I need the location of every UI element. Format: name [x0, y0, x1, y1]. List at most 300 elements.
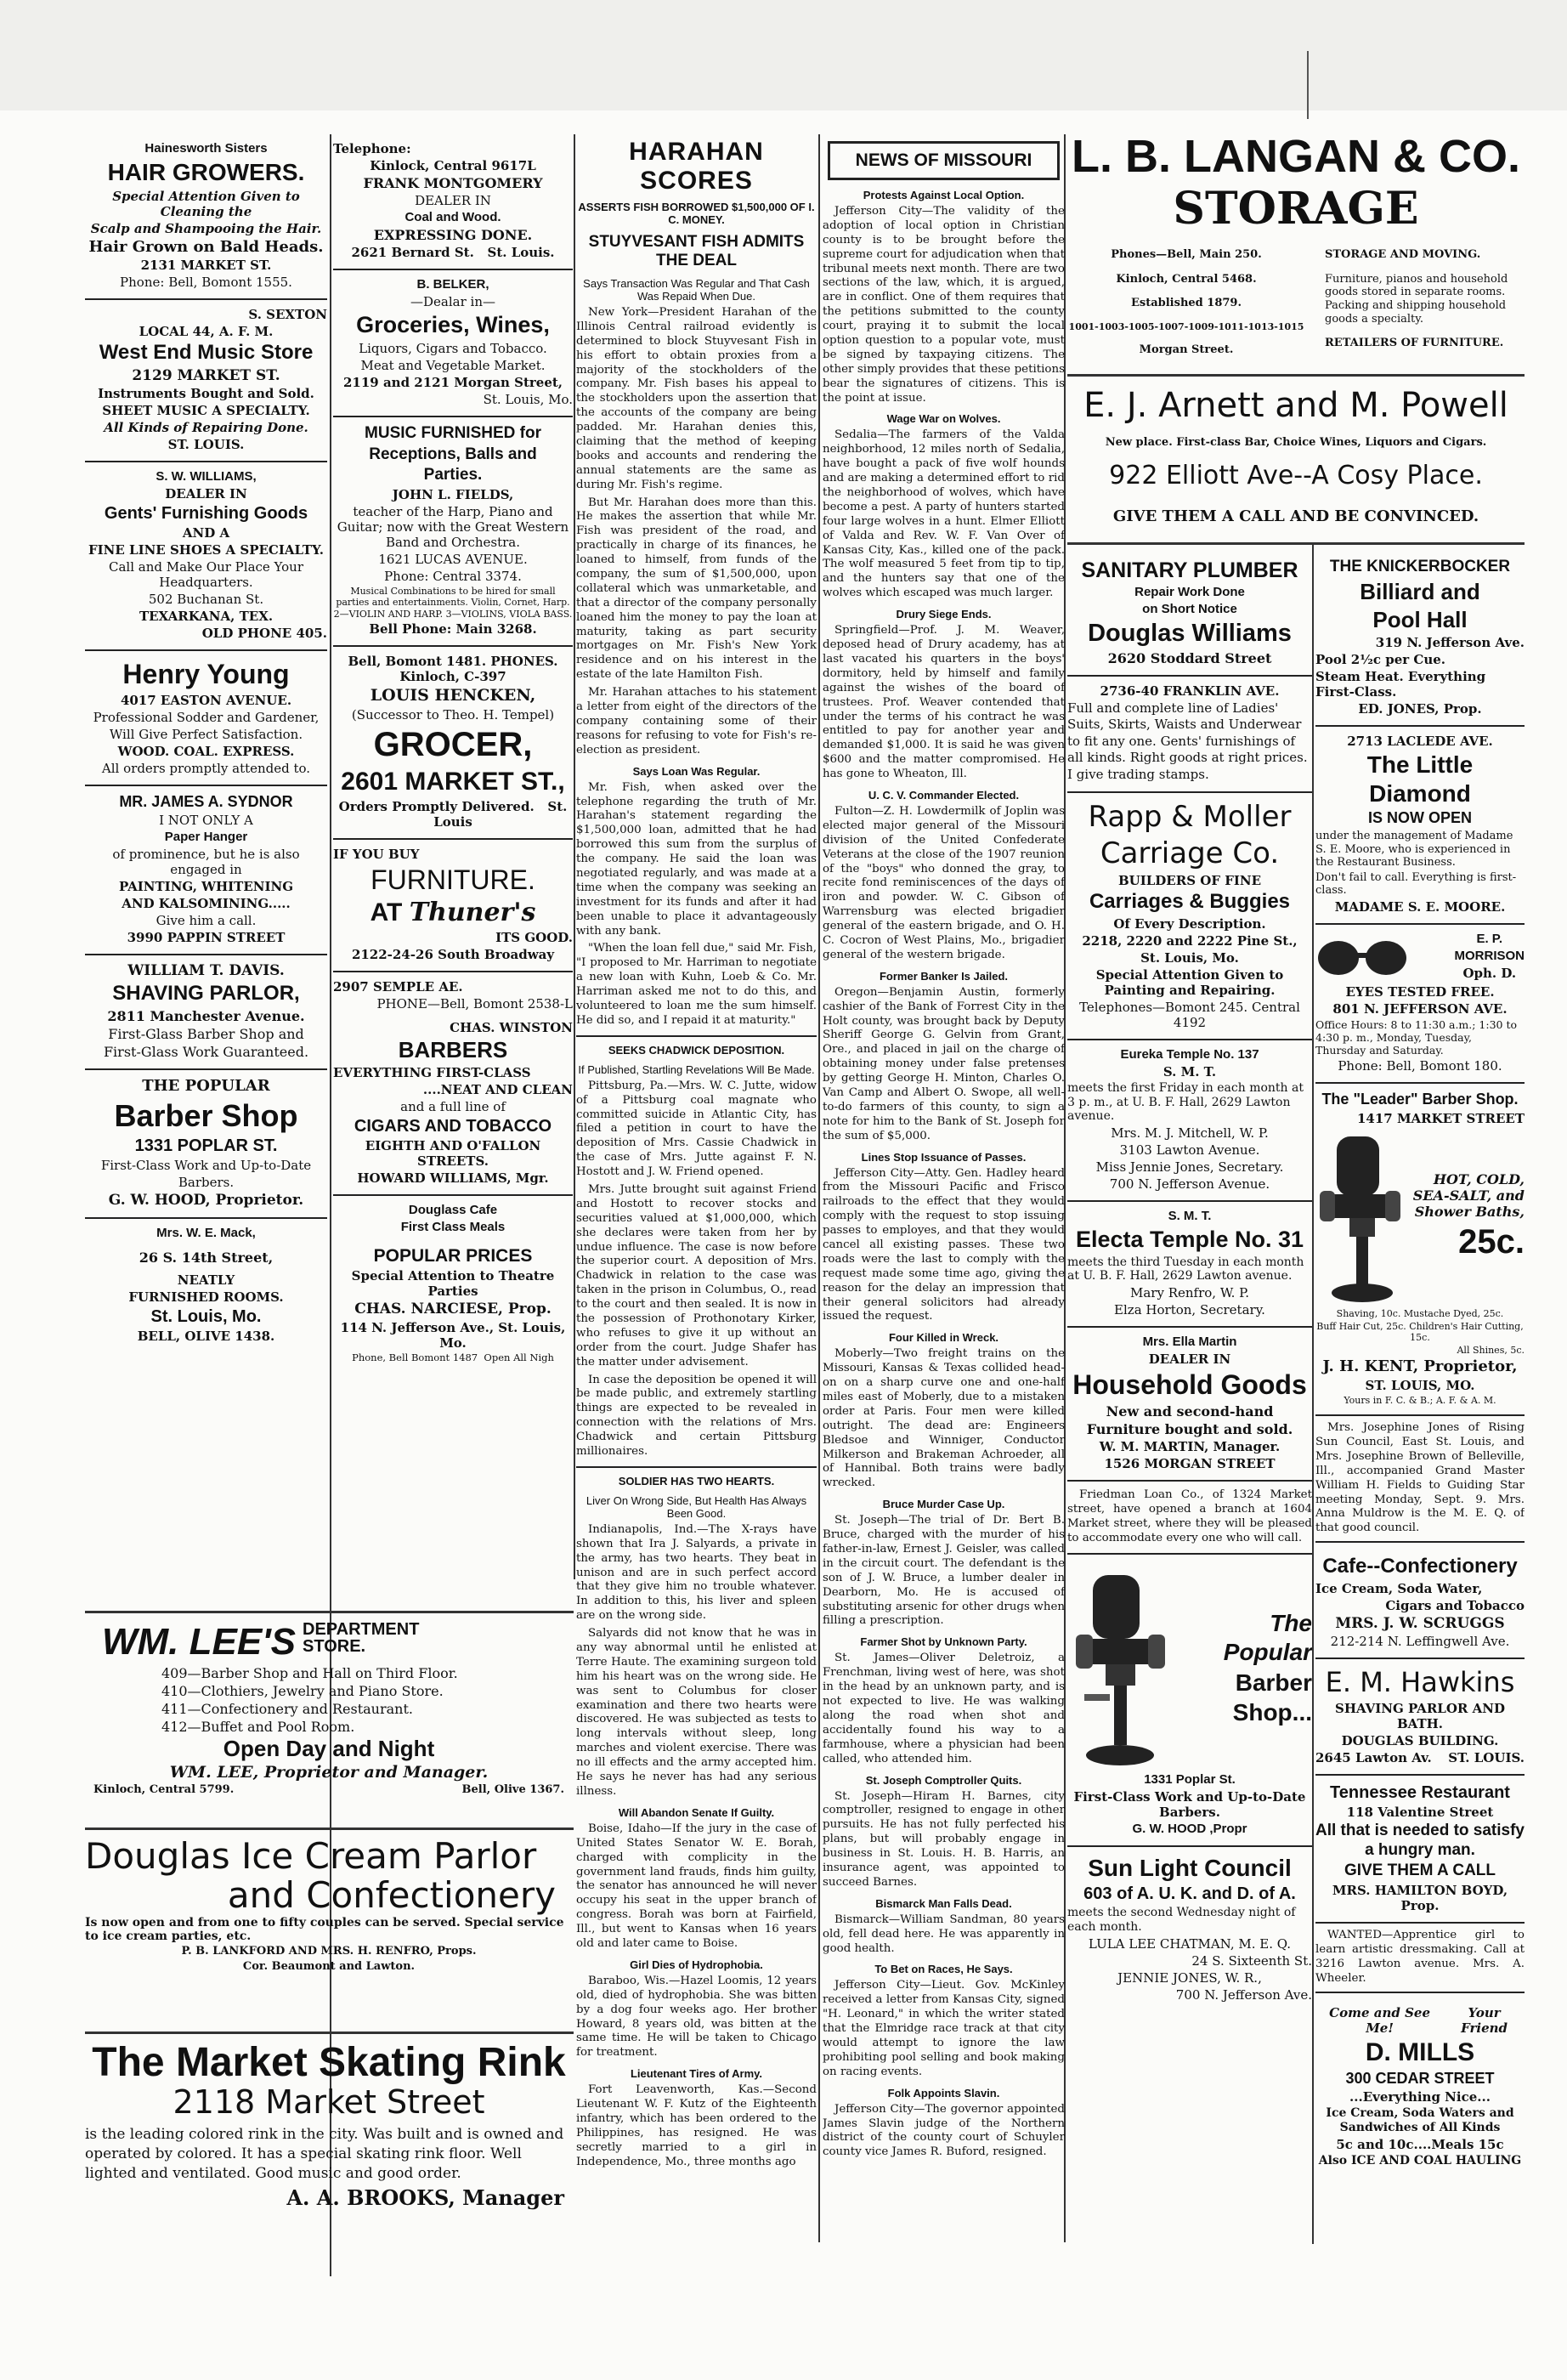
ad-line: Professional Sodder and Gardener, [93, 709, 320, 725]
ad-line: All orders promptly attended to. [101, 760, 311, 776]
ad-address: 4017 EASTON AVENUE. [120, 692, 292, 708]
ad-trade: STORAGE [1173, 182, 1419, 235]
ad-line: FINE LINE SHOES A SPECIALTY. [88, 542, 324, 558]
ad-line: Scalp and Shampooing the Hair. [90, 220, 322, 236]
ad-line: meets the second Wednesday night of each month. [1067, 1906, 1296, 1934]
ad-line: DEPARTMENT STORE. [303, 1620, 420, 1656]
ad-line: 412—Buffet and Pool Room. [161, 1719, 355, 1735]
ad-trade: Paper Hanger [164, 830, 248, 845]
ad-address: Morgan Street. [1139, 343, 1234, 357]
ad-phone: BELL, OLIVE 1438. [137, 1329, 275, 1345]
ad-line: FURNISHED ROOMS. [128, 1289, 284, 1306]
ad-line: Is now open and from one to fifty couples can be served. Special service to ice cream parties, etc. [85, 1916, 564, 1944]
ad-ice-cream-parlor [85, 1836, 573, 1975]
ad-phone: Telephones—Bomont 245. Central 4192 [1079, 999, 1300, 1030]
ad-cafe-confectionery [1315, 1548, 1525, 1659]
article-paragraph: Salyards did not know that he was in any way abnormal until he enlisted at Terre Haute. The examining surgeon told him his heart was on the wrong side. He was sent to Columbus for closer examination and there two hearts were discovered. He was subjected as tests to long intervals without sleep, long marches and violent exercise. There was no ill effects and the army accepted him. He says he never has had any serious illness. [576, 1627, 817, 1798]
article-subhead: To Bet on Races, He Says. [874, 1963, 1013, 1976]
ad-line: 24 S. Sixteenth St. [1191, 1952, 1312, 1969]
ad-line: New place. First-class Bar, Choice Wines, Liquors and Cigars. [1105, 436, 1487, 449]
article-paragraph: St. Joseph—The trial of Dr. Bert B. Bruce, charged with the murder of his father-in-law, Ernest J. Geisler, was called in the circuit court. The defendant is the son of J. W. Bruce, a lumber dealer in Dearborn, Mo. He is accused of substituting arsenic for other drugs when filling a prescription. [823, 1514, 1065, 1628]
ad-trade: CIGARS AND TOBACCO [354, 1117, 552, 1136]
article-subhead: St. Joseph Comptroller Quits. [865, 1773, 1022, 1787]
ad-line: IF YOU BUY [333, 846, 420, 862]
article-subhead: Four Killed in Wreck. [888, 1331, 999, 1345]
ad-line: Special Attention Given to Painting and Repairing. [1095, 966, 1284, 998]
article-subhead: Farmer Shot by Unknown Party. [860, 1635, 1027, 1649]
ad-line: JENNIE JONES, W. R., [1117, 1969, 1262, 1986]
ad-line: Your Friend [1461, 2004, 1508, 2036]
ad-line: NEATLY [177, 1272, 235, 1289]
ad-address: 2907 SEMPLE AE. [333, 978, 463, 994]
ad-address: 1526 MORGAN STREET [1104, 1456, 1276, 1472]
ad-title: FRANK MONTGOMERY [363, 175, 543, 191]
ad-popular-barber [85, 1070, 327, 1219]
ad-line: ...Everything Nice... [1349, 2089, 1491, 2105]
ad-proprietor: W. M. MARTIN, Manager. [1099, 1439, 1281, 1455]
ad-title: WM. LEE'S [102, 1621, 297, 1663]
article-paragraph: Mr. Fish, when asked over the telephone regarding the truth of Mr. Harahan's statement regarding the $1,500,000 loan, admitted that he had borrowed this sum from the surplus of the company. He said the loan was negotiated regularly, and was made at a time when the company was seeking an investment for its funds and after it had been unable to place it advantageously with any bank. [576, 780, 817, 938]
ad-title: THE KNICKERBOCKER [1329, 558, 1511, 575]
ad-line: Oph. D. [1462, 965, 1517, 981]
ad-morrison-row [1315, 930, 1525, 983]
article-paragraph: Mr. Harahan attaches to his statement a letter from eight of the directors of the company containing some of their reasons for refusing to vote for Fish's re-election as president. [576, 686, 817, 756]
ad-line: 603 of A. U. K. and D. of A. [1083, 1884, 1296, 1904]
article-paragraph: St. James—Oliver Deletroiz, a Frenchman, living west of here, was shot in the head by an unknown party, and is not expected to live. He was walking along the road when shot and accidentally found his way to a farmhouse, where a physician had been called, who attended him. [823, 1652, 1065, 1765]
column-2 [333, 134, 573, 1613]
ad-line: (Successor to Theo. H. Tempel) [351, 706, 555, 722]
notice-wanted: WANTED—Apprentice girl to learn artistic dressmaking. Call at 3216 Lawton avenue. Mrs. A. Wheeler. [1315, 1929, 1525, 1993]
ad-address: 2811 Manchester Avenue. [107, 1007, 305, 1024]
ad-proprietor: CHAS. WINSTON [450, 1019, 573, 1035]
ad-trade: Household Goods [1072, 1369, 1307, 1401]
article-paragraph: New York—President Harahan of the Illinois Central railroad evidently is determined to block Stuyvesant Fish in his effort to obtain proxies from a majority of the stockholders of the company. Mr. Fish bases his appeal to the stockholders upon the assertion that the accounts of the company are being padded. Mr. Harahan denies this, claiming that the method of keeping books and accounts and rendering the annual statements are the same as during Mr. Fish's regime. [576, 306, 817, 491]
ad-popular-barber-2-text [1178, 1607, 1312, 1728]
ad-proprietor: J. H. KENT, Proprietor, [1322, 1357, 1518, 1376]
ad-proprietor: P. B. LANKFORD AND MRS. H. RENFRO, Props. [181, 1945, 477, 1958]
column-6 [1315, 551, 1525, 2251]
ad-trade: HAIR GROWERS. [107, 159, 305, 185]
ad-title: MORRISON [1454, 948, 1525, 963]
ad-line: First-Class Work and Up-to-Date [100, 1157, 312, 1173]
ad-west-end-music [85, 300, 327, 462]
ad-line: ST. LOUIS. [167, 437, 245, 453]
ad-line: 411—Confectionery and Restaurant. [161, 1701, 413, 1717]
ad-line: is the leading colored rink in the city. Was built and is owned and operated by colored. It has a special skating rink floor. Well lighted and ventilated. Good music and good order. [85, 2126, 564, 2183]
ad-line: 700 N. Jefferson Ave. [1175, 1986, 1312, 2003]
ad-name-row [333, 898, 573, 928]
article-paragraph: Jefferson City—Atty. Gen. Hadley heard from the Missouri Pacific and Frisco railroads to the effect that they would comply with the request to stop issuing passes to employes, and that they would cancel all existing passes. These two roads were the last to comply with the request made some time ago, giving the reason for the delay an impression that their general solicitors had already issued the request. [823, 1166, 1065, 1323]
ad-address: 2118 Market Street [173, 2083, 485, 2122]
ad-line: meets the first Friday in each month at 3 p. m., at U. B. F. Hall, 2629 Lawton avenue. [1067, 1080, 1304, 1124]
ad-line: Furniture bought and sold. [1086, 1420, 1293, 1437]
ad-langan-left [1067, 237, 1305, 368]
ad-phone: Bell, Bomont 1481. PHONES. Kinloch, C-397 [348, 653, 558, 684]
ad-morrison-name [1455, 930, 1525, 983]
ad-line: Musical Combinations to be hired for small parties and entertainments. Violin, Cornet, Harp. 2—VIOLIN AND HARP. 3—VIOLINS, VIOLA BASS. [333, 586, 573, 620]
ad-mack [85, 1219, 327, 1352]
ad-line: Come and See Me! [1329, 2004, 1430, 2036]
ad-thuner [333, 840, 573, 972]
ad-city: St. Louis [433, 798, 568, 830]
ad-phone-row [85, 1783, 573, 1797]
ad-sun-light-council [1067, 1847, 1312, 2011]
ad-line: All Shines, 5c. [1457, 1345, 1525, 1357]
ad-line: 5c and 10c....Meals 15c [1336, 2136, 1504, 2152]
article-subhead: Wage War on Wolves. [886, 412, 1001, 426]
article-subhead: Will Abandon Senate If Guilty. [618, 1805, 775, 1819]
ad-leader-text [1409, 1170, 1525, 1265]
ad-rule [1067, 542, 1525, 545]
ad-line: WOOD. COAL. EXPRESS. [117, 743, 295, 759]
ad-title: The Market Skating Rink [92, 2040, 566, 2085]
ad-city: St. Louis, Mo. [1140, 949, 1239, 966]
ad-line: GIVE THEM A CALL AND BE CONVINCED. [1112, 507, 1479, 525]
ad-line: Yours in F. C. & B.; A. F. & A. M. [1344, 1394, 1496, 1406]
ad-line: SHEET MUSIC A SPECIALTY. [102, 403, 310, 419]
ad-line: Telephone: [333, 141, 411, 156]
ad-line: Steam Heat. Everything First-Class. [1315, 669, 1486, 700]
ad-henry-young [85, 651, 327, 785]
ad-skating-rink [85, 2040, 573, 2212]
ad-line: DOUGLAS BUILDING. [1341, 1732, 1499, 1748]
ad-phone: OLD PHONE 405. [201, 626, 327, 642]
ad-title: Sun Light Council [1088, 1854, 1292, 1881]
ad-title: Tennessee Restaurant [1330, 1782, 1510, 1802]
article-paragraph: "When the loan fell due," said Mr. Fish, "I proposed to Mr. Harriman to negotiate a new loan with Kuhn, Loeb & Co. Mr. Harriman asked me not to do this, and volunteered to loan me the sum himself. He did so, and I repaid it at maturity." [576, 942, 817, 1027]
ad-proprietor: A. A. BROOKS, Manager [286, 2185, 564, 2211]
ad-title: BARBERS [398, 1036, 508, 1062]
ad-address: 2218, 2220 and 2222 Pine St., [1082, 932, 1298, 949]
ad-line: and a full line of [400, 1099, 506, 1115]
ad-title: The Popular [1223, 1610, 1312, 1665]
ad-tennessee-restaurant [1315, 1776, 1525, 1924]
ad-address-row [1315, 1750, 1525, 1765]
ad-line: Give him a call. [156, 913, 257, 929]
ad-leader-barber [1315, 1084, 1525, 1416]
ad-title: The "Leader" Barber Shop. [1321, 1090, 1519, 1108]
ad-trade: Carriages & Buggies [1089, 890, 1291, 914]
ad-line: Open All Nigh [484, 1351, 554, 1363]
ad-line: Of Every Description. [1113, 915, 1266, 932]
ad-proprietor: MADAME S. E. MOORE. [1334, 898, 1506, 915]
ad-line: DEALER IN [1148, 1352, 1231, 1368]
ad-trade: FURNITURE. [371, 864, 535, 895]
article-paragraph: Oregon—Benjamin Austin, formerly cashier of the Bank of Forrest City in the Holt county, was brought back by Deputy Sheriff George G. Gelvin from Grant, Ore., and placed in jail on the charge of obtaining money under false pretenses by getting George H. Minton, Charles O. Van Camp and Albert O. Swope, all well-to-do farmers of this county, to sign a note for him to the Bank of St. Joseph for the sum of $5,000. [823, 985, 1065, 1142]
ad-proprietor: Douglas Williams [1088, 620, 1292, 647]
ad-proprietor: G. W. HOOD, Proprietor. [108, 1191, 304, 1209]
ad-city: St. Louis. [487, 245, 555, 261]
article-subhead: Former Banker Is Jailed. [879, 969, 1008, 983]
ad-rule [85, 2032, 574, 2034]
ad-address: 114 N. Jefferson Ave., St. Louis, Mo. [340, 1319, 566, 1351]
ad-address: 2645 Lawton Av. [1315, 1749, 1432, 1765]
ad-line: EVERYTHING FIRST-CLASS [333, 1065, 531, 1081]
ad-line: St. Louis, Mo. [150, 1307, 262, 1327]
ad-line: Meat and Vegetable Market. [360, 357, 546, 373]
ad-hencken [333, 647, 573, 840]
ad-davis [85, 955, 327, 1070]
ad-langan-details [1067, 237, 1525, 368]
ad-line: GIVE THEM A CALL [1344, 1862, 1496, 1880]
ad-rapp-moller [1067, 793, 1312, 1040]
article-paragraph: Fort Leavenworth, Kas.—Second Lieutenant W. F. Kutz of the Eighteenth infantry, which has been ordered to the Philippines, has resigned. He was secretly married to a girl in Independence, Mo., three months ago [576, 2083, 817, 2168]
ad-wm-lee [85, 1619, 573, 1798]
ad-line: 3103 Lawton Avenue. [1119, 1142, 1260, 1159]
ad-address: 300 CEDAR STREET [1345, 2069, 1495, 2087]
ad-popular-barber-2-row [1067, 1567, 1312, 1771]
ad-address: 801 N. JEFFERSON AVE. [1332, 1000, 1508, 1017]
ad-title: Eureka Temple No. 137 [1120, 1046, 1259, 1062]
ad-line: PAINTING, WHITENING [118, 879, 294, 895]
ad-line: Instruments Bought and Sold. [98, 386, 314, 402]
ad-address: 1331 POPLAR ST. [134, 1136, 278, 1155]
ad-line: Hair Grown on Bald Heads. [88, 237, 324, 256]
ad-line: Shaving, 10c. Mustache Dyed, 25c. [1336, 1307, 1504, 1319]
ad-title: Thuner's [409, 897, 536, 927]
ad-little-diamond [1315, 727, 1525, 925]
ad-douglass-cafe [333, 1196, 573, 1372]
ad-line: Liquors, Cigars and Tobacco. [359, 340, 547, 356]
ad-eureka-temple [1067, 1040, 1312, 1202]
ad-proprietor: MRS. J. W. SCRUGGS [1335, 1614, 1505, 1632]
article-paragraph: Fulton—Z. H. Lowdermilk of Joplin was elected major general of the Missouri division of the United Confederate Veterans at the close of the 1907 reunion of the "boys" who donned the gray, to recite fond reminiscences of the days of iron and powder. W. C. Gibson of Warrensburg was elected brigadier general of the eastern brigade, and O. H. C. Cocron of West Plains, Mo., brigadier general of the western brigade. [823, 804, 1065, 961]
ad-address: Cor. Beaumont and Lawton. [242, 1959, 416, 1973]
ad-title: LOUIS HENCKEN, [370, 685, 536, 705]
ad-line: DEALER IN [165, 486, 247, 502]
ad-line: First-Class Work and Up-to-Date Barbers. [1073, 1788, 1306, 1820]
article-paragraph: But Mr. Harahan does more than this. He makes the assertion that while Mr. Fish was president of the road, and practically in charge of its finances, he loaned to himself, from funds of the company, the sum of $1,500,000, upon collateral which was unmarketable, and that a director of the company personally loaned him the money to pay the loan at maturity, taking as part security mortgages on Mr. Fish's New York residence and on his interest in the estate of the late Hamilton Fish. [576, 496, 817, 682]
ad-belker [333, 270, 573, 416]
ad-address: 922 Elliott Ave--A Cosy Place. [1109, 460, 1483, 490]
ad-line: Call and Make Our Place Your Headquarters. [108, 559, 304, 591]
ad-line: BUILDERS OF FINE [1117, 873, 1262, 889]
ad-address: 212-214 N. Leffingwell Ave. [1330, 1634, 1510, 1650]
ad-title: Billiard and [1360, 578, 1480, 604]
ad-title: D. MILLS [1365, 2037, 1475, 2066]
ad-title: Barber Shop [114, 1097, 298, 1133]
ad-title: Mrs. Ella Martin [1142, 1334, 1237, 1350]
notice-jones: Mrs. Josephine Jones of Rising Sun Council, East St. Louis, and Mrs. Josephine Brown of Belleville, Ill., accompanied Grand Master William H. Fields to Guiding Star meeting Monday, Sept. 9. Mrs. Anna Muldrow is the M. E. Q. of that good council. [1315, 1421, 1525, 1543]
ad-phone: Bell Phone: Main 3268. [369, 620, 537, 637]
ad-line: All Kinds of Repairing Done. [104, 420, 308, 436]
ad-line: RETAILERS OF FURNITURE. [1325, 337, 1504, 350]
ad-line: Open Day and Night [223, 1736, 435, 1761]
article-subhead: Folk Appoints Slavin. [887, 2086, 1000, 2100]
ad-proprietor: ED. JONES, Prop. [1358, 701, 1482, 717]
section-title-box: NEWS OF MISSOURI [828, 141, 1060, 180]
ad-line: ITS GOOD. [495, 929, 573, 945]
ad-title: WILLIAM T. DAVIS. [127, 962, 285, 980]
article-deck: STUYVESANT FISH ADMITS THE DEAL [588, 233, 805, 269]
ad-montgomery [333, 134, 573, 270]
ad-line: Elza Horton, Secretary. [1114, 1302, 1265, 1318]
fold-mark [1307, 51, 1309, 119]
ad-leader-row [1315, 1128, 1525, 1306]
ad-line: EYES TESTED FREE. [1345, 983, 1495, 1000]
ad-title: Cafe--Confectionery [1322, 1555, 1518, 1578]
ad-rule [85, 1828, 574, 1830]
article-paragraph: Jefferson City—The validity of the adoption of local option in Christian county is to be brought before the supreme court for adjudication when that tribunal meets next month. There are two sections of the law, which, it is argued, are in conflict. One of them requires that the petitions submitted to the county court, praying it to submit the local option question to a popular vote, must be signed by taxpaying citizens. The other simply provides that these petitions bear the signatures of citizens. This is the point at issue. [823, 205, 1065, 405]
ad-line: —Dealar in— [410, 294, 495, 310]
ad-line: EXPRESSING DONE. [373, 227, 533, 244]
page-top-margin [0, 0, 1567, 110]
article-deck: Says Transaction Was Regular and That Cash Was Repaid When Due. [583, 277, 810, 303]
ad-proprietor: CHAS. NARCIESE, Prop. [354, 1300, 552, 1318]
ad-title: West End Music Store [99, 341, 314, 365]
article-paragraph: Jefferson City—The governor appointed James Slavin judge of the Northern district of the county court of Schuyler county vice James R. Buford, resigned. [823, 2102, 1065, 2159]
article-subhead: Protests Against Local Option. [863, 189, 1025, 201]
column-rule [818, 134, 820, 2242]
article-subhead: Bruce Murder Case Up. [882, 1498, 1005, 1511]
article-subhead: Girl Dies of Hydrophobia. [630, 1958, 763, 1971]
ad-proprietor: G. W. HOOD ,Propr [1132, 1821, 1247, 1836]
ad-address: 319 N. Jefferson Ave. [1375, 635, 1525, 651]
ad-address: EIGHTH AND O'FALLON STREETS. [365, 1138, 541, 1170]
barber-chair-icon [1067, 1567, 1178, 1771]
article-paragraph: Springfield—Prof. J. M. Weaver, deposed head of Drury academy, has at last vacated his quarters in the boys' dormitory, held by himself and family against the wishes of the board of trustees. Prof. Weaver contended that under the terms of his contract he was entitled to pay for another year and demanded $1,000. It is said he was given $600 and the matter compromised. He has gone to Wheaton, Ill. [823, 624, 1065, 781]
column-4 [823, 134, 1065, 2242]
column-rule [1312, 544, 1314, 2244]
ad-phone: Phones—Bell, Main 250. [1111, 248, 1262, 262]
ad-line: Furniture, pianos and household goods stored in separate rooms. Packing and shipping household goods a specialty. [1325, 272, 1508, 326]
ad-address: 118 Valentine Street [1346, 1804, 1494, 1820]
ad-line: 409—Barber Shop and Hall on Third Floor. [161, 1665, 458, 1681]
ad-ella-martin [1067, 1328, 1312, 1482]
notice-friedman: Friedman Loan Co., of 1324 Market street, have opened a branch at 1604 Market street, where they will be pleased to accommodate every one who will call. [1067, 1488, 1312, 1555]
ad-line: New and second-hand [1106, 1402, 1274, 1420]
ad-line: AT [370, 898, 403, 926]
ad-proprietor: JOHN L. FIELDS, [392, 487, 514, 503]
ad-line: Don't fail to call. Everything is first-class. [1315, 870, 1517, 898]
ad-line: 410—Clothiers, Jewelry and Piano Store. [161, 1683, 444, 1699]
ad-line: First Class Meals [400, 1220, 506, 1235]
ad-title: Douglas Ice Cream Parlor [85, 1835, 537, 1877]
article-headline: HARAHAN SCORES [629, 138, 764, 195]
article-paragraph: Pittsburg, Pa.—Mrs. W. C. Jutte, widow of a Pittsburg coal magnate who committed suicide in Atlantic City, has filed a petition in court to have the deposition of Mrs. Cassie Chadwick in the case of Mrs. Jutte against F. N. Hostott and J. W. Friend opened. [576, 1079, 817, 1179]
ad-title: MR. JAMES A. SYDNOR [119, 792, 293, 810]
ad-line: STORAGE AND MOVING. [1325, 248, 1481, 262]
ad-line: AND KALSOMINING..... [122, 896, 291, 912]
article-subhead: Bismarck Man Falls Dead. [875, 1896, 1012, 1910]
article-subhead: Drury Siege Ends. [896, 608, 992, 621]
ad-mills [1315, 1998, 1525, 2177]
ad-line: LULA LEE CHATMAN, M. E. Q. [1088, 1935, 1292, 1952]
ad-phone-row [333, 1352, 573, 1364]
ad-trade: Coal and Wood. [404, 210, 501, 225]
ad-title: Henry Young [122, 659, 290, 690]
ad-title: Rapp & Moller [1088, 800, 1292, 835]
ad-address: 2621 Bernard St. [351, 245, 474, 261]
article-subhead: U. C. V. Commander Elected. [868, 788, 1020, 802]
ad-city: ST. LOUIS, MO. [1365, 1377, 1475, 1393]
ad-line: Also ICE AND COAL HAULING [1318, 2153, 1522, 2168]
ad-line: TEXARKANA, TEX. [139, 609, 274, 625]
ad-phone: Phone: Bell, Bomont 180. [1338, 1057, 1502, 1074]
ad-address-row [333, 245, 573, 260]
ad-line: Repair Work Done [1134, 585, 1245, 599]
ad-phone: Kinloch, Central 5799. [93, 1782, 235, 1796]
article-subhead: Lieutenant Tires of Army. [630, 2067, 763, 2081]
ad-title: The Little Diamond [1366, 751, 1474, 807]
ad-title: E. J. Arnett and M. Powell [1083, 386, 1508, 425]
ad-line: meets the third Tuesday in each month at U. B. F. Hall, 2629 Lawton avenue. [1067, 1255, 1304, 1284]
ad-trade: Groceries, Wines, [356, 312, 550, 338]
article-paragraph: In case the deposition be opened it will be made public, and extremely startling things are expected to be revealed in connection with the relations of Mrs. Chadwick and certain Pittsburg millionaires. [576, 1373, 817, 1459]
ad-address: 1621 LUCAS AVENUE. [378, 552, 528, 568]
ad-title: E. P. [1476, 931, 1503, 946]
ad-address: 2131 MARKET ST. [140, 258, 272, 274]
column-5 [1067, 551, 1312, 2251]
article-paragraph: Moberly—Two freight trains on the Missouri, Kansas & Texas collided head-on on a sharp curve one and one-half miles east of Moberly, due to a mistaken order at Paris. Four men were killed outright. The dead are: Engineers Bledsoe and Winniger, Conductor Milkerson and Brakeman Achroeder, all of Hannibal. Both trains were badly wrecked. [823, 1347, 1065, 1490]
ad-line: All that is needed to satisfy a hungry man. [1315, 1821, 1525, 1859]
ad-title: L. B. LANGAN & CO. [1072, 131, 1520, 182]
ad-line: First-Glass Barber Shop and [108, 1025, 304, 1042]
ad-franklin-ave [1067, 677, 1312, 794]
ad-line: 700 N. Jefferson Avenue. [1109, 1176, 1270, 1193]
ad-line: Miss Jennie Jones, Secretary. [1095, 1159, 1284, 1176]
ad-line: Special Attention Given to Cleaning the [112, 188, 300, 219]
article-deck: If Published, Startling Revelations Will Be Made. [578, 1062, 815, 1076]
ad-proprietor: MRS. HAMILTON BOYD, Prop. [1332, 1883, 1508, 1914]
article-paragraph: Mrs. Jutte brought suit against Friend and Hostott to recover stocks and securities valued at $1,000,000, which she declares were taken from her by undue influence. The case is now before the superior court. A deposition of Mrs. Chadwick in relation to the case was taken in the prison in Columbus, O., read to the court and then sealed. It is now in the possession of Prothonotary Kirker, who refuses to give it up without an order from the court. Judge Shafer has the matter under advisement. [576, 1182, 817, 1368]
ad-line: First-Glass Work Guaranteed. [103, 1043, 309, 1060]
ad-line: Buff Hair Cut, 25c. Children's Hair Cutting, 15c. [1316, 1320, 1524, 1343]
ad-phone: Phone: Central 3374. [384, 569, 522, 585]
ad-address: 2601 MARKET ST., [341, 767, 565, 796]
ad-title: Carriage Co. [1100, 836, 1280, 871]
ad-line: teacher of the Harp, Piano and Guitar; now with the Great Western Band and Orchestra. [337, 504, 569, 551]
article-deck: ASSERTS FISH BORROWED $1,500,000 OF I. C. MONEY. [578, 201, 815, 226]
ad-title-row [85, 1621, 573, 1663]
ad-line: Office Hours: 8 to 11:30 a.m.; 1:30 to 4:30 p. m., Monday, Tuesday, Thursday and Saturday. [1315, 1017, 1518, 1057]
ad-address: 26 S. 14th Street, [139, 1250, 274, 1266]
ad-line: of prominence, but he is also engaged in [112, 847, 300, 878]
ad-line: on Short Notice [1142, 602, 1237, 616]
ad-mills-top [1315, 2005, 1525, 2036]
ad-rule [1067, 374, 1525, 377]
ad-title: Hainesworth Sisters [144, 141, 268, 156]
ad-title: S. W. WILLIAMS, [156, 469, 257, 484]
ad-line: LOCAL 44, A. F. M. [139, 324, 274, 340]
article-deck: Liver On Wrong Side, But Health Has Always Been Good. [586, 1493, 807, 1520]
ad-title: MUSIC FURNISHED for [365, 423, 541, 442]
ad-address: 2129 MARKET ST. [132, 366, 280, 384]
article-headline: SOLDIER HAS TWO HEARTS. [576, 1466, 817, 1488]
ad-line: HOT, COLD, SEA-SALT, and Shower Baths, [1412, 1170, 1525, 1221]
ad-line: HOWARD WILLIAMS, Mgr. [357, 1170, 549, 1187]
ad-morrison [1315, 925, 1525, 1084]
ad-trade: Gents' Furnishing Goods [104, 504, 308, 524]
ad-title: Parties. [423, 466, 483, 484]
ad-title: Douglass Cafe [408, 1203, 498, 1218]
ad-title: Electa Temple No. 31 [1075, 1227, 1304, 1253]
column-3 [576, 134, 817, 2242]
ad-line: Ice Cream, Soda Water, [1315, 1580, 1483, 1596]
ad-line: SHAVING PARLOR AND BATH. [1335, 1700, 1505, 1731]
article-headline: SEEKS CHADWICK DEPOSITION. [576, 1035, 817, 1057]
ad-title: Receptions, Balls and [369, 445, 537, 463]
ad-line: S. M. T. [1163, 1063, 1217, 1080]
ad-electa-temple [1067, 1202, 1312, 1328]
ad-line: Mary Renfro, W. P. [1130, 1285, 1249, 1301]
ad-line: Mrs. M. J. Mitchell, W. P. [1111, 1125, 1269, 1142]
ad-langan-right [1325, 237, 1525, 368]
ad-city: ST. LOUIS. [1448, 1749, 1525, 1765]
ad-popular-barber-2 [1067, 1561, 1312, 1847]
ad-phone: Bell, Olive 1367. [461, 1782, 564, 1796]
article-paragraph: Sedalia—The farmers of the Valda neighborhood, 12 miles north of Sedalia, have bought a pack of five wolf hounds and are making a determined effort to rid the neighborhood of wolves, which have become a pest. A party of hunters started four large wolves in a hunt. Elmer Elliott of Valda and Rev. W. F. Van Over of Kansas City, Kas., killed one of the pack. The wolf measured 5 feet from tip to tip, and the hunters say that one of the wolves which escaped was much larger. [823, 428, 1065, 600]
